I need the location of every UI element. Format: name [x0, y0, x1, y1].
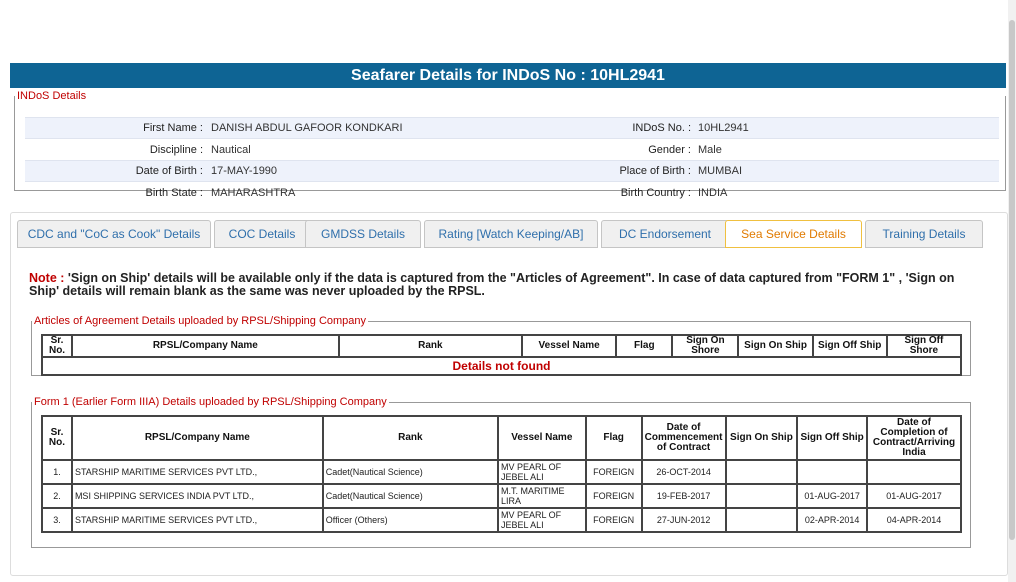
indos-no-label: INDoS No. :	[632, 122, 691, 134]
note-body: 'Sign on Ship' details will be available only if the data is captured from the "Articles of Agreement". In case of data captured from "FORM 1" , 'Sign on Ship' details will remain blank as the same was never uploaded by the RPSL.	[29, 271, 955, 298]
note-label: Note :	[29, 271, 65, 285]
cell-company: MSI SHIPPING SERVICES INDIA PVT LTD.,	[72, 484, 323, 508]
tab-sea-service-details[interactable]: Sea Service Details	[725, 220, 862, 248]
col-rank: Rank	[339, 335, 522, 357]
tab-coc-details[interactable]: COC Details	[214, 220, 310, 248]
articles-legend: Articles of Agreement Details uploaded by RPSL/Shipping Company	[34, 315, 367, 327]
col-sign-on-shore: Sign On Shore	[672, 335, 738, 357]
col-sign-off-ship: Sign Off Ship	[813, 335, 887, 357]
col-vessel-name: Vessel Name	[522, 335, 616, 357]
col-rank: Rank	[323, 416, 498, 460]
cell-rank: Officer (Others)	[323, 508, 498, 532]
cell-rank: Cadet(Nautical Science)	[323, 460, 498, 484]
cell-sr-no: 1.	[42, 460, 72, 484]
table-row	[42, 484, 961, 508]
cell-vessel: MV PEARL OF JEBEL ALI	[498, 460, 586, 484]
form1-header-row	[42, 416, 961, 460]
empty-message: Details not found	[42, 357, 961, 375]
indos-row	[25, 139, 999, 160]
cell-sign-on-ship	[726, 484, 798, 508]
cell-flag: FOREIGN	[586, 484, 642, 508]
cell-completion: 01-AUG-2017	[867, 484, 961, 508]
place-of-birth-value: MUMBAI	[698, 165, 742, 177]
articles-header-row	[42, 335, 961, 357]
first-name-value: DANISH ABDUL GAFOOR KONDKARI	[211, 122, 403, 134]
articles-panel	[31, 315, 971, 376]
col-sign-off-shore: Sign Off Shore	[887, 335, 961, 357]
place-of-birth-label: Place of Birth :	[619, 165, 691, 177]
form1-legend: Form 1 (Earlier Form IIIA) Details uploaded by RPSL/Shipping Company	[34, 396, 387, 408]
birth-state-label: Birth State :	[145, 187, 203, 199]
discipline-label: Discipline :	[149, 144, 203, 156]
note-text	[29, 272, 979, 298]
col-vessel-name: Vessel Name	[498, 416, 586, 460]
dob-value: 17-MAY-1990	[211, 165, 278, 177]
col-sr-no: Sr. No.	[42, 416, 72, 460]
col-company-name: RPSL/Company Name	[72, 335, 339, 357]
gender-label: Gender :	[648, 144, 691, 156]
scrollbar-thumb[interactable]	[1009, 20, 1015, 540]
cell-vessel: MV PEARL OF JEBEL ALI	[498, 508, 586, 532]
tab-rating-details[interactable]: Rating [Watch Keeping/AB]	[424, 220, 598, 248]
birth-country-label: Birth Country :	[620, 187, 691, 199]
cell-commencement: 19-FEB-2017	[642, 484, 726, 508]
articles-table	[41, 334, 962, 376]
col-sr-no: Sr. No.	[42, 335, 72, 357]
indos-details-panel	[14, 90, 1006, 199]
form1-panel	[31, 396, 971, 548]
cell-company: STARSHIP MARITIME SERVICES PVT LTD.,	[72, 460, 323, 484]
cell-sign-off-ship: 01-AUG-2017	[797, 484, 867, 508]
col-company-name: RPSL/Company Name	[72, 416, 323, 460]
tab-dc-endorsement[interactable]: DC Endorsement	[601, 220, 729, 248]
vertical-scrollbar[interactable]	[1008, 0, 1016, 582]
col-sign-on-ship: Sign On Ship	[726, 416, 798, 460]
dob-label: Date of Birth :	[135, 165, 203, 177]
cell-completion: 04-APR-2014	[867, 508, 961, 532]
details-tabs	[10, 212, 1008, 576]
indos-row	[25, 117, 999, 139]
tab-training-details[interactable]: Training Details	[865, 220, 983, 248]
cell-sign-off-ship: 02-APR-2014	[797, 508, 867, 532]
indos-no-value: 10HL2941	[698, 122, 749, 134]
cell-sign-on-ship	[726, 460, 798, 484]
first-name-label: First Name :	[143, 122, 203, 134]
gender-value: Male	[698, 144, 722, 156]
cell-completion	[867, 460, 961, 484]
col-completion: Date of Completion of Contract/Arriving India	[867, 416, 961, 460]
col-flag: Flag	[616, 335, 672, 357]
form1-table	[41, 415, 962, 533]
discipline-value: Nautical	[211, 144, 251, 156]
cell-sign-off-ship	[797, 460, 867, 484]
cell-commencement: 26-OCT-2014	[642, 460, 726, 484]
table-row	[42, 460, 961, 484]
cell-rank: Cadet(Nautical Science)	[323, 484, 498, 508]
tab-cdc-details[interactable]: CDC and "CoC as Cook" Details	[17, 220, 211, 248]
table-row	[42, 508, 961, 532]
indos-details-legend: INDoS Details	[17, 90, 87, 102]
cell-sr-no: 2.	[42, 484, 72, 508]
birth-state-value: MAHARASHTRA	[211, 187, 296, 199]
col-flag: Flag	[586, 416, 642, 460]
cell-commencement: 27-JUN-2012	[642, 508, 726, 532]
col-sign-off-ship: Sign Off Ship	[797, 416, 867, 460]
col-commencement: Date of Commencement of Contract	[642, 416, 726, 460]
col-sign-on-ship: Sign On Ship	[738, 335, 812, 357]
cell-sign-on-ship	[726, 508, 798, 532]
cell-vessel: M.T. MARITIME LIRA	[498, 484, 586, 508]
cell-flag: FOREIGN	[586, 508, 642, 532]
cell-company: STARSHIP MARITIME SERVICES PVT LTD.,	[72, 508, 323, 532]
indos-row	[25, 182, 999, 203]
indos-row	[25, 160, 999, 182]
cell-sr-no: 3.	[42, 508, 72, 532]
birth-country-value: INDIA	[698, 187, 728, 199]
tab-gmdss-details[interactable]: GMDSS Details	[305, 220, 421, 248]
cell-flag: FOREIGN	[586, 460, 642, 484]
page-title: Seafarer Details for INDoS No : 10HL2941	[10, 63, 1006, 88]
